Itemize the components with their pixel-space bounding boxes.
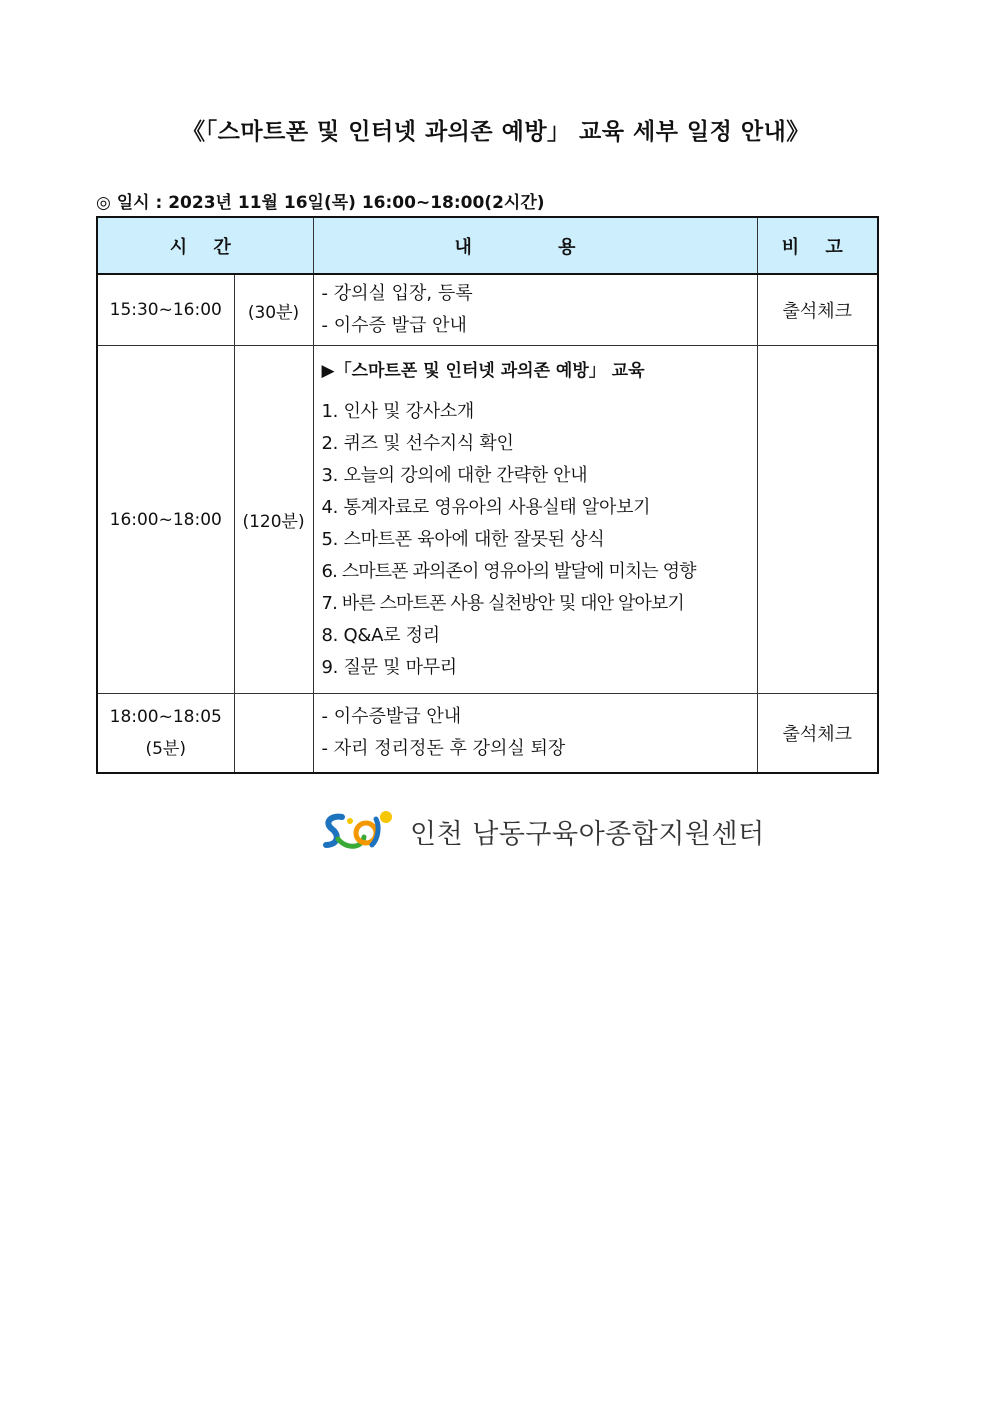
agenda-item: 1. 인사 및 강사소개 [321,400,474,422]
header-note: 비 고 [757,217,878,274]
table-header-row [97,217,878,274]
agenda-item: 5. 스마트폰 육아에 대한 잘못된 상식 [321,528,605,550]
agenda-item: 6. 스마트폰 과의존이 영유아의 발달에 미치는 영향 [321,560,696,582]
agenda-item: 4. 통계자료로 영유아의 사용실태 알아보기 [321,496,651,518]
row-time: 16:00~18:00 [97,346,234,694]
page-title: 《「스마트폰 및 인터넷 과의존 예방」 교육 세부 일정 안내》 [182,119,810,145]
row-time [97,694,234,774]
row-note: 출석체크 [757,274,878,346]
content-line: - 이수증 발급 안내 [321,315,467,336]
table-row [97,694,878,774]
row-duration: (120분) [234,346,313,694]
row-duration: (30분) [234,274,313,346]
content-line: - 이수증발급 안내 [321,706,462,727]
row-note: 출석체크 [757,694,878,774]
row-time: 15:30~16:00 [97,274,234,346]
table-row [97,346,878,694]
center-logo [320,806,765,856]
content-heading: ▶「스마트폰 및 인터넷 과의존 예방」 교육 [321,360,645,381]
header-content: 내 용 [313,217,757,274]
center-logo-icon [320,809,396,853]
row-content [313,274,757,346]
row-time-range: 18:00~18:05 [109,707,222,727]
content-line: - 강의실 입장, 등록 [321,283,473,304]
header-time: 시 간 [97,217,313,274]
row-content [313,346,757,694]
agenda-item: 7. 바른 스마트폰 사용 실천방안 및 대안 알아보기 [321,592,684,614]
schedule-table [96,216,879,774]
row-note [757,346,878,694]
row-time-duration: (5분) [145,739,186,759]
agenda-item: 2. 퀴즈 및 선수지식 확인 [321,432,514,454]
agenda-item: 8. Q&A로 정리 [321,624,440,646]
agenda-item: 9. 질문 및 마무리 [321,656,457,678]
event-date-line: ◎ 일시 : 2023년 11월 16일(목) 16:00~18:00(2시간) [96,193,545,213]
row-duration [234,694,313,774]
table-row [97,274,878,346]
agenda-item: 3. 오늘의 강의에 대한 간략한 안내 [321,464,588,486]
center-logo-text: 인천 남동구육아종합지원센터 [410,818,765,850]
content-line: - 자리 정리정돈 후 강의실 퇴장 [321,738,566,759]
row-content [313,694,757,774]
